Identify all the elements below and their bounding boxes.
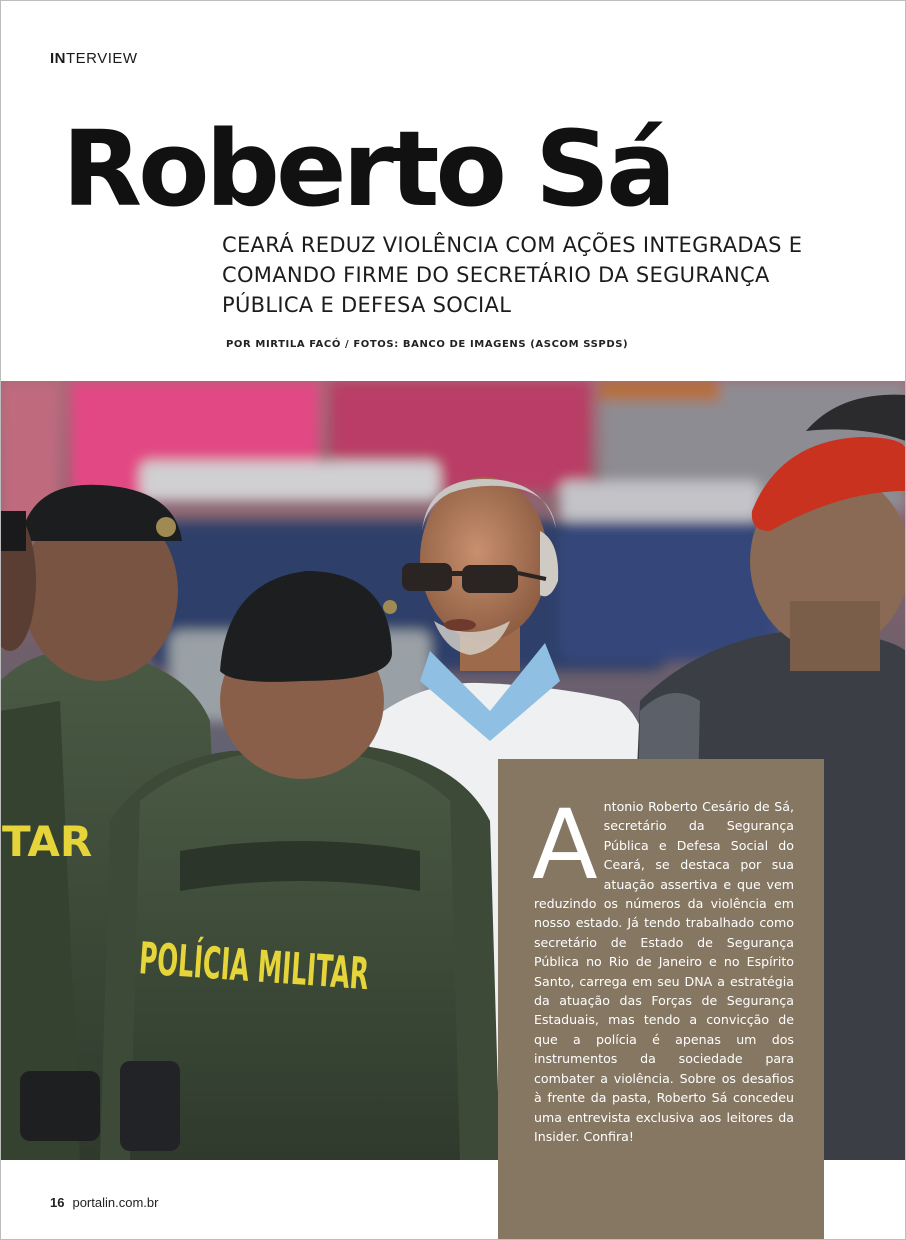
- section-label-rest: TERVIEW: [66, 50, 138, 67]
- photo-credits: POR MIRTILA FACÓ / FOTOS: BANCO DE IMAGENS (ASCOM SSPDS): [226, 339, 629, 350]
- section-label-bold: IN: [50, 50, 66, 67]
- footer-site: portalin.com.br: [72, 1195, 159, 1210]
- section-label: [50, 50, 138, 67]
- article-subheadline: CEARÁ REDUZ VIOLÊNCIA COM AÇÕES INTEGRADAS E COMANDO FIRME DO SECRETÁRIO DA SEGURANÇA PÚBLICA E DEFESA SOCIAL: [222, 233, 803, 317]
- drop-cap: A: [532, 789, 598, 901]
- intro-box: [498, 759, 824, 1240]
- page-footer: [50, 1195, 158, 1210]
- vest-center-lettering: POLÍCIA MILITAR: [137, 933, 552, 1013]
- intro-text: ntonio Roberto Cesário de Sá, secretário da Segurança Pública e Defesa Social do Ceará, se destaca por sua atuação assertiva e que vem reduzindo os números da violência em nosso estado. Já tendo trabalhado como secretário de Estado de Segurança Pública no Rio de Janeiro e no Espírito Santo, carrega em seu DNA a estratégia da atuação das Forças de Segurança Estaduais, mas tendo a convicção de que a polícia é apenas um dos instrumentos da sociedade para combater a violência. Sobre os desafios à frente da pasta, Roberto Sá concedeu uma entrevista exclusiva aos leitores da Insider. Confira!: [534, 799, 794, 1144]
- page-number: 16: [50, 1195, 65, 1210]
- article-headline: Roberto Sá: [62, 108, 673, 230]
- vest-left-lettering: TAR: [2, 817, 93, 866]
